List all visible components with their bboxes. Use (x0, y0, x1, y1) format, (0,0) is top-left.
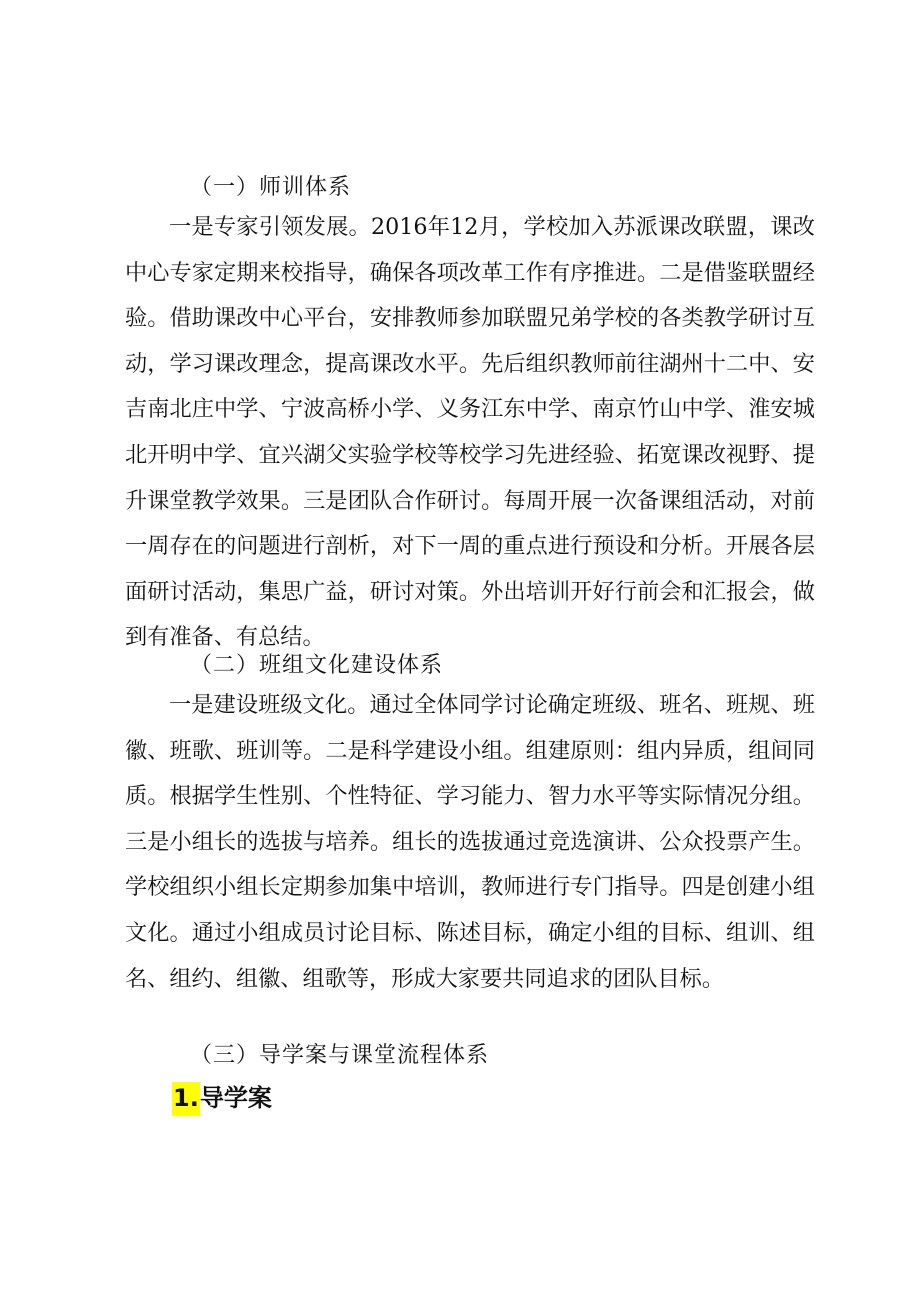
subheading-learning-plan (172, 1078, 272, 1113)
paragraph-teacher-training: 一是专家引领发展。2016年12月，学校加入苏派课改联盟，课改中心专家定期来校指导，确保各项改革工作有序推进。二是借鉴联盟经验。借助课改中心平台，安排教师参加联盟兄弟学校的各类教学研讨互动，学习课改理念，提高课改水平。先后组织教师前往湖州十二中、安吉南北庄中学、宁波高桥小学、义务江东中学、南京竹山中学、淮安城北开明中学、宜兴湖父实验学校等校学习先进经验、拓宽课改视野、提升课堂教学效果。三是团队合作研讨。每周开展一次备课组活动，对前一周存在的问题进行剖析，对下一周的重点进行预设和分析。开展各层面研讨活动，集思广益，研讨对策。外出培训开好行前会和汇报会，做到有准备、有总结。 (125, 214, 815, 651)
section-heading-class-culture: （二）班组文化建设体系 (190, 653, 444, 678)
paragraph-class-culture: 一是建设班级文化。通过全体同学讨论确定班级、班名、班规、班徽、班歌、班训等。二是科学建设小组。组建原则：组内异质，组间同质。根据学生性别、个性特征、学习能力、智力水平等实际情况分组。三是小组长的选拔与培养。组长的选拔通过竞选演讲、公众投票产生。学校组织小组长定期参加集中培训，教师进行专门指导。四是创建小组文化。通过小组成员讨论目标、陈述目标，确定小组的目标、组训、组名、组约、组徽、组歌等，形成大家要共同追求的团队目标。 (125, 692, 815, 992)
section-heading-learning-plan: （三）导学案与课堂流程体系 (190, 1043, 490, 1068)
section-heading-teacher-training: （一）师训体系 (190, 175, 352, 200)
highlighted-number: 1. (172, 1082, 200, 1116)
subheading-title: 导学案 (199, 1084, 272, 1112)
